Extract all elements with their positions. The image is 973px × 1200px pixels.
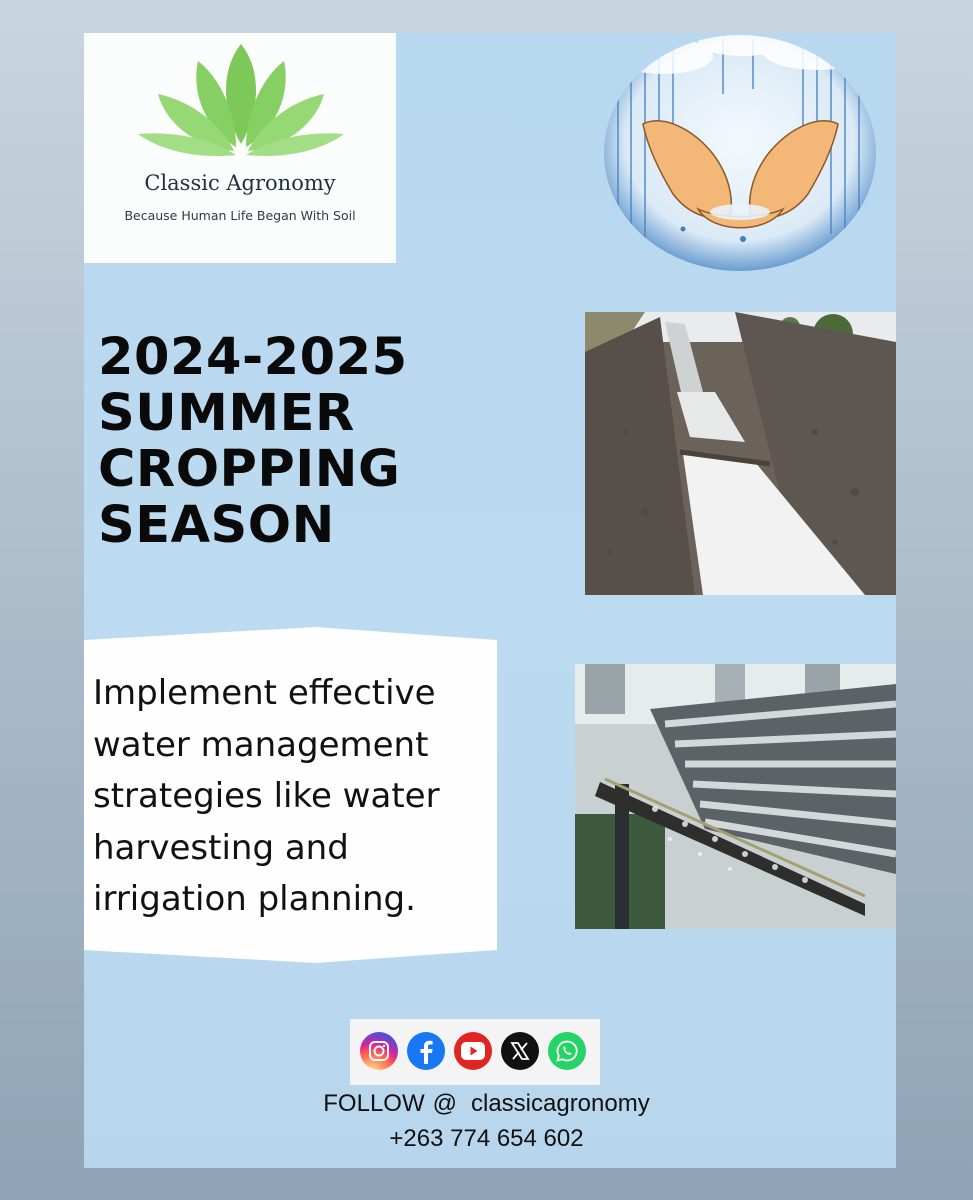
irrigated-field-photo (585, 312, 896, 595)
season-headline (98, 330, 408, 554)
hands-rain-illustration (603, 34, 878, 272)
brand-name: Classic Agronomy (144, 171, 336, 195)
headline-line: SUMMER (98, 384, 355, 443)
youtube-icon[interactable] (454, 1032, 492, 1070)
facebook-icon[interactable] (407, 1032, 445, 1070)
headline-line: 2024-2025 (98, 328, 408, 387)
headline-line: SEASON (98, 496, 335, 555)
at-sign: @ (432, 1090, 457, 1117)
tip-line: water management (93, 724, 429, 765)
social-handle-link[interactable]: classicagronomy (470, 1090, 650, 1117)
phone-number[interactable]: +263 774 654 602 (389, 1125, 584, 1152)
brand-tagline: Because Human Life Began With Soil (124, 208, 356, 223)
tip-line: strategies like water (93, 776, 440, 816)
social-icons-strip (350, 1019, 600, 1085)
follow-line (0, 1090, 973, 1118)
follow-label: FOLLOW (323, 1090, 425, 1117)
tip-line: harvesting and (93, 827, 349, 868)
headline-line: CROPPING (98, 440, 401, 499)
tip-text (93, 668, 493, 926)
rain-gutter-photo (575, 664, 896, 929)
whatsapp-icon[interactable] (548, 1032, 586, 1070)
lotus-logo-icon (136, 39, 346, 164)
brand-logo-card (84, 33, 396, 263)
tip-line: irrigation planning. (93, 879, 416, 919)
tip-line: Implement effective (93, 673, 436, 713)
instagram-icon[interactable] (360, 1032, 398, 1070)
x-icon[interactable] (501, 1032, 539, 1070)
